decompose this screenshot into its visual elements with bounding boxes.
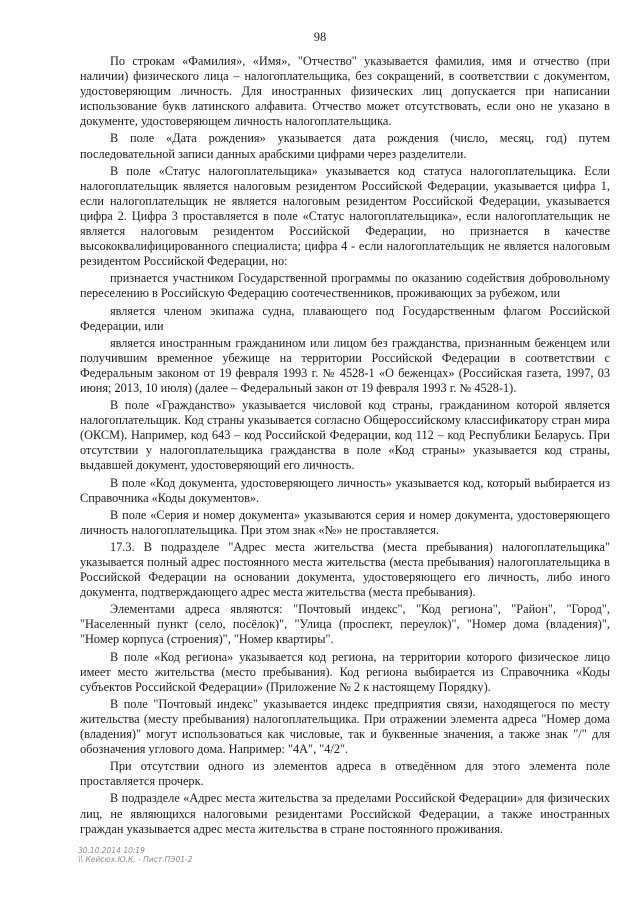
paragraph-postal-index: В поле "Почтовый индекс" указывается индекс предприятия связи, находящегося по месту жительства (месту пребывания) налогоплательщика. При отражении элемента адреса "Номер дома (владения)" могут использоваться как числовые, так и буквенные значения, а также знак "/" для обозначения углового дома. Например: "4А", "4/2". [80,696,610,757]
paragraph-section-17-3: 17.3. В подразделе "Адрес места жительства (места пребывания) налогоплательщика" указывается полный адрес постоянного места жительства (места пребывания) налогоплательщика в Российской Федерации на основании документа, удостоверяющего его личность, либо иного документа, подтверждающего адрес места жительства (места пребывания). [80,539,610,600]
page-number: 98 [313,30,327,44]
paragraph-birth-date: В поле «Дата рождения» указывается дата рождения (число, месяц, год) путем последовательной записи данных арабскими цифрами через разделители. [80,131,610,161]
paragraph-missing-element: При отсутствии одного из элементов адреса в отведённом для этого элемента поле проставляется прочерк. [80,759,610,789]
paragraph-document-code: В поле «Код документа, удостоверяющего личность» указывается код, который выбирается из Справочника «Коды документов». [80,475,610,505]
paragraph-document-series: В поле «Серия и номер документа» указываются серия и номер документа, удостоверяющего личность налогоплательщика. При этом знак «№» не проставляется. [80,507,610,537]
paragraph-foreign-address: В подразделе «Адрес места жительства за пределами Российской Федерации» для физических лиц, не являющихся налоговыми резидентами Российской Федерации, а также иностранных граждан указывается адрес места жительства в стране постоянного проживания. [80,791,610,836]
paragraph-address-elements: Элементами адреса являются: "Почтовый индекс", "Код региона", "Район", "Город", "Населенный пункт (село, посёлок)", "Улица (проспект, переулок)", "Номер дома (владения)", "Номер корпуса (строения)", "Номер квартиры". [80,602,610,647]
paragraph-taxpayer-status: В поле «Статус налогоплательщика» указывается код статуса налогоплательщика. Если налогоплательщик является налоговым резидентом Российской Федерации, указывается цифра 1, если налогоплательщик не является налоговым резидентом Российской Федерации, указывается цифра 2. Цифра 3 проставляется в поле «Статус налогоплательщика», если налогоплательщик не является налоговым резидентом Российской Федерации, но признается в качестве высококвалифицированного специалиста; цифра 4 - если налогоплательщик не является налоговым резидентом Российской Федерации, но: [80,163,610,269]
footer-stamp-path: \\ Кейсюх.Ю.К. - Пист.ПЭ01-2 [78,855,193,864]
paragraph-region-code: В поле «Код региона» указывается код региона, на территории которого физическое лицо имеет место жительства (место пребывания). Код региона выбирается из Справочника «Коды субъектов Российской Федерации» (Приложение № 2 к настоящему Порядку). [80,649,610,694]
footer-stamp-date: 30.10.2014 10:19 [78,846,145,855]
paragraph-citizenship: В поле «Гражданство» указывается числовой код страны, гражданином которой является налогоплательщик. Код страны указывается согласно Общероссийскому классификатору стран мира (ОКСМ). Например, код 643 – код Российской Федерации, код 112 – код Республики Беларусь. При отсутствии у налогоплательщика гражданства в поле «Код страны» указывается код страны, выдавшей документ, удостоверяющий его личность. [80,398,610,473]
paragraph-status-item-crew: является членом экипажа судна, плавающего под Государственным флагом Российской Федерации, или [80,303,610,333]
paragraph-fio: По строкам «Фамилия», «Имя», "Отчество" указывается фамилия, имя и отчество (при наличии) физического лица – налогоплательщика, без сокращений, в соответствии с документом, удостоверяющим личность. Для иностранных физических лиц допускается при написании использование букв латинского алфавита. Отчество может отсутствовать, если оно не указано в документе, удостоверяющем личность налогоплательщика. [80,54,610,129]
document-body [80,54,610,839]
footer-stamp [78,846,192,864]
paragraph-status-item-program: признается участником Государственной программы по оказанию содействия добровольному переселению в Российскую Федерацию соотечественников, проживающих за рубежом, или [80,271,610,301]
paragraph-status-item-refugee: является иностранным гражданином или лицом без гражданства, признанным беженцем или получившим временное убежище на территории Российской Федерации в соответствии с Федеральным законом от 19 февраля 1993 г. № 4528-1 «О беженцах» (Российская газета, 1997, 03 июня; 2013, 10 июля) (далее – Федеральный закон от 19 февраля 1993 г. № 4528-1). [80,335,610,395]
